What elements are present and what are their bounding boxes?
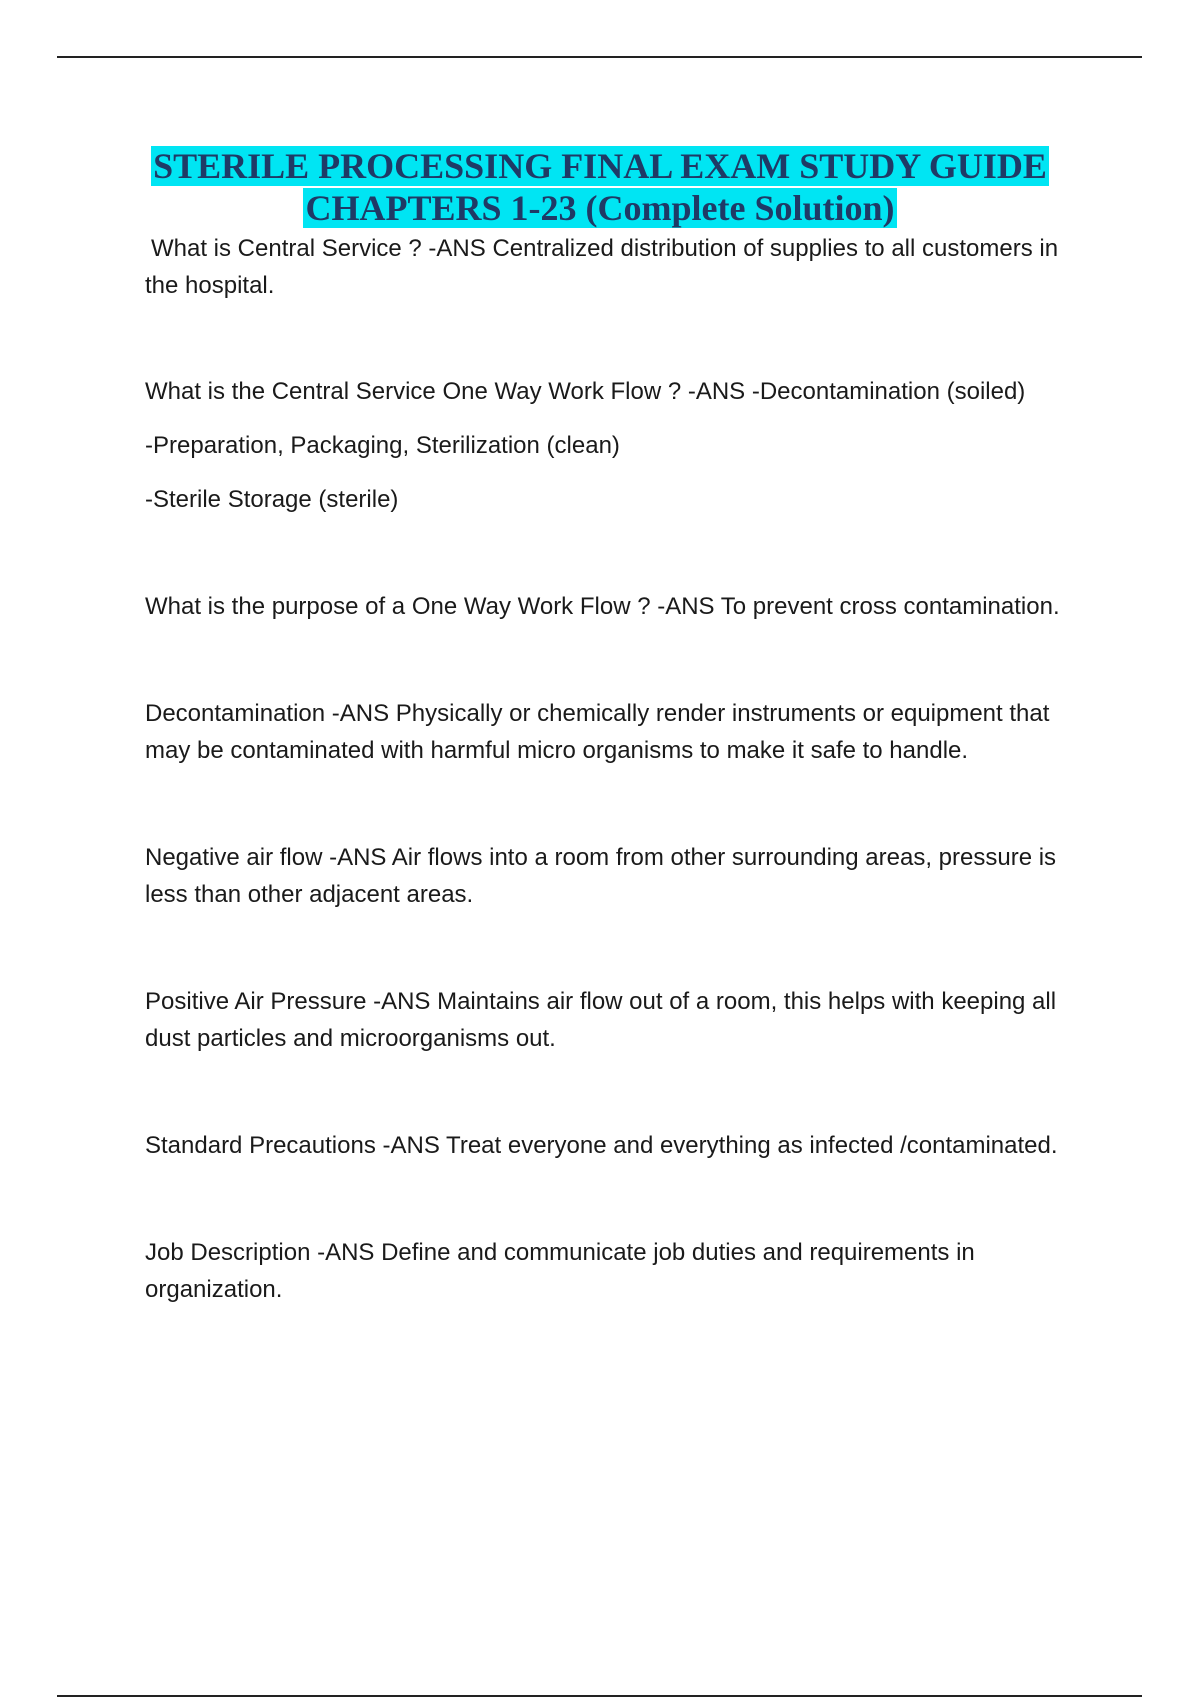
top-divider — [57, 56, 1142, 58]
title-line-2: CHAPTERS 1-23 (Complete Solution) — [305, 188, 895, 228]
qa-central-service: What is Central Service ? -ANS Centralized distribution of supplies to all customers in the hospital. — [145, 235, 1059, 299]
qa-decontamination: Decontamination -ANS Physically or chemically render instruments or equipment that may be contaminated with harmful micro organisms to make it safe to handle. — [145, 700, 1050, 764]
bottom-divider — [57, 1695, 1142, 1697]
qa-one-way-purpose: What is the purpose of a One Way Work Flow ? -ANS To prevent cross contamination. — [145, 593, 1060, 620]
qa-positive-air-pressure: Positive Air Pressure -ANS Maintains air flow out of a room, this helps with keeping all dust particles and microorganisms out. — [145, 988, 1057, 1052]
workflow-step-clean: -Preparation, Packaging, Sterilization (clean) — [145, 432, 620, 459]
qa-negative-air-flow: Negative air flow -ANS Air flows into a room from other surrounding areas, pressure is less than other adjacent areas. — [145, 844, 1057, 908]
qa-standard-precautions: Standard Precautions -ANS Treat everyone and everything as infected /contaminated. — [145, 1132, 1058, 1159]
qa-one-way-work-flow: What is the Central Service One Way Work Flow ? -ANS -Decontamination (soiled) — [145, 378, 1026, 405]
document-title — [60, 145, 1140, 229]
title-line-1: STERILE PROCESSING FINAL EXAM STUDY GUIDE — [153, 146, 1047, 186]
document-body — [145, 230, 1085, 1308]
qa-job-description: Job Description -ANS Define and communicate job duties and requirements in organization. — [145, 1239, 975, 1303]
workflow-step-sterile: -Sterile Storage (sterile) — [145, 486, 399, 513]
